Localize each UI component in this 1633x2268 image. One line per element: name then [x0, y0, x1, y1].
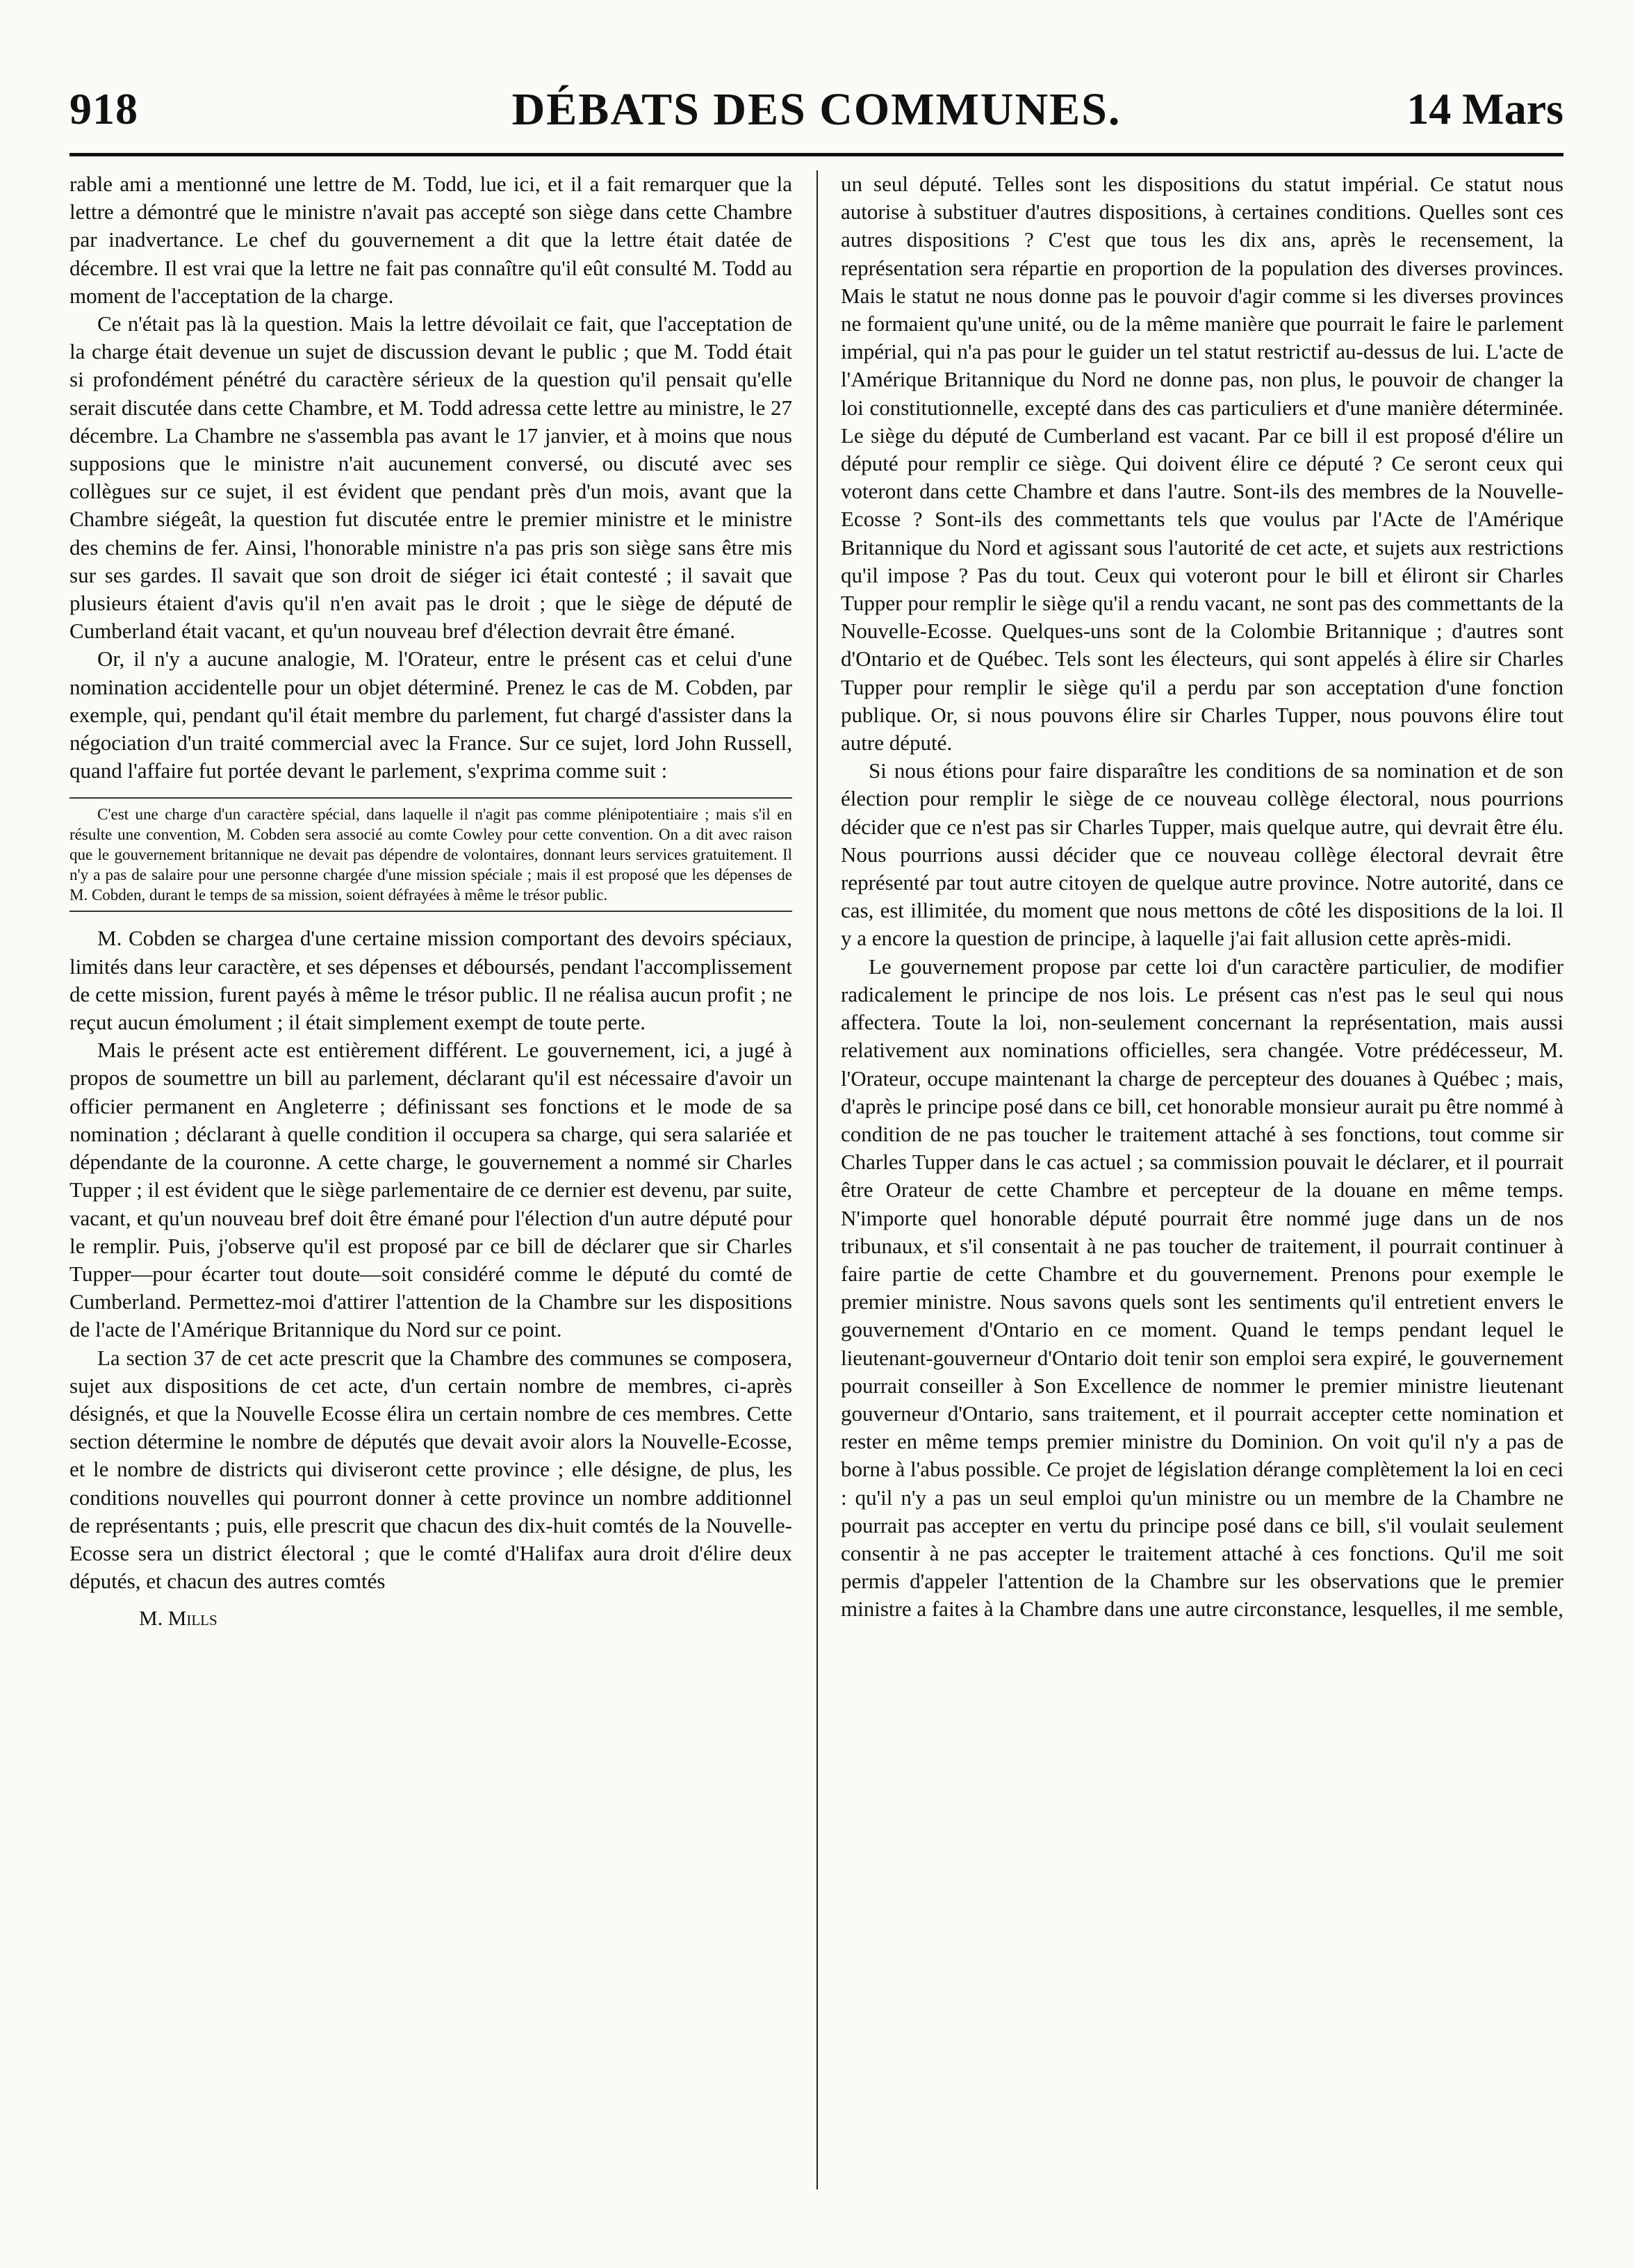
- page: [69, 76, 1564, 2231]
- block-quote: [69, 797, 792, 912]
- paragraph: Ce n'était pas là la question. Mais la lettre dévoilait ce fait, que l'acceptation de la charge était devenue un sujet de discussion devant le public ; que M. Todd était si profondément pénétré du caractère sérieux de la question qu'il pensait qu'elle serait discutée dans cette Chambre, et M. Todd adressa cette lettre au ministre, le 27 décembre. La Chambre ne s'assembla pas avant le 17 janvier, et à moins que nous supposions que le ministre n'ait aucunement conversé, ou discuté avec ses collègues sur ce sujet, il est évident que pendant près d'un mois, avant que la Chambre siégeât, la question fut discutée entre le premier ministre et le ministre des chemins de fer. Ainsi, l'honorable ministre n'a pas pris son siège sans être mis sur ses gardes. Il savait que son droit de siéger ici était contesté ; il savait que plusieurs étaient d'avis qu'il n'en avait pas le droit ; que le siège de député de Cumberland était vacant, et qu'un nouveau bref d'élection devrait être émané.: [69, 311, 792, 644]
- header-date: 14 Mars: [1406, 84, 1564, 133]
- paragraph: un seul député. Telles sont les dispositions du statut impérial. Ce statut nous autorise à substituer d'autres dispositions, à certaines conditions. Quelles sont ces autres dispositions ? C'est que tous les dix ans, après le recensement, la représentation sera répartie en proportion de la population des diverses provinces. Mais le statut ne nous donne pas le pouvoir d'agir comme si les diverses provinces ne formaient qu'une unité, ou de la même manière que pourrait le faire le parlement impérial, qui n'a pas pour le guider un tel statut restrictif au-dessus de lui. L'acte de l'Amérique Britannique du Nord ne donne pas, non plus, le pouvoir de changer la loi constitutionnelle, excepté dans des cas particuliers et d'une manière déterminée. Le siège du député de Cumberland est vacant. Par ce bill il est proposé d'élire un député pour remplir ce siège. Qui doivent élire ce député ? Ce seront ceux qui voteront dans cette Chambre et dans l'autre. Sont-ils des membres de la Nouvelle-Ecosse ? Sont-ils des commettants tels que voulus par l'Acte de l'Amérique Britannique du Nord et agissant sous l'autorité de cet acte, et sujets aux restrictions qu'il impose ? Pas du tout. Ceux qui voteront pour le bill et éliront sir Charles Tupper pour remplir le siège qu'il a rendu vacant, ne sont pas des commettants de la Nouvelle-Ecosse. Quelques-uns sont de la Colombie Britannique ; d'autres sont d'Ontario et de Québec. Tels sont les électeurs, qui sont appelés à élire sir Charles Tupper pour remplir le siège qu'il a perdu par son acceptation d'une fonction publique. Or, si nous pouvons élire sir Charles Tupper, nous pouvons élire tout autre député.: [841, 172, 1564, 756]
- paragraph: Mais le présent acte est entièrement différent. Le gouvernement, ici, a jugé à propos de soumettre un bill au parlement, déclarant qu'il est nécessaire d'avoir un officier permanent en Angleterre ; définissant ses fonctions et le mode de sa nomination ; déclarant à quelle condition il occupera sa charge, qui sera salariée et dépendante de la couronne. A cette charge, le gouvernement a nommé sir Charles Tupper ; il est évident que le siège parlementaire de ce dernier est devenu, par suite, vacant, et qu'un nouveau bref doit être émané pour l'élection d'un autre député pour le remplir. Puis, j'observe qu'il est proposé par ce bill de déclarer que sir Charles Tupper—pour écarter tout doute—soit considéré comme le député du comté de Cumberland. Permettez-moi d'attirer l'attention de la Chambre sur les dispositions de l'acte de l'Amérique Britannique du Nord sur ce point.: [69, 1038, 792, 1342]
- left-column: [69, 170, 792, 2221]
- paragraph: Or, il n'y a aucune analogie, M. l'Orateur, entre le présent cas et celui d'une nomination accidentelle pour un objet déterminé. Prenez le cas de M. Cobden, par exemple, qui, pendant qu'il était membre du parlement, fut chargé d'assister dans la négociation d'un traité commercial avec la France. Sur ce sujet, lord John Russell, quand l'affaire fut portée devant le parlement, s'exprima comme suit :: [69, 646, 792, 783]
- quote-text: C'est une charge d'un caractère spécial, dans laquelle il n'agit pas comme plénipotentiaire ; mais s'il en résulte une convention, M. Cobden sera associé au comte Cowley pour cette convention. On a dit avec raison que le gouvernement britannique ne devait pas dépendre de volontaires, donnant leurs services gratuitement. Il n'y a pas de salaire pour une personne chargée d'une mission spéciale ; mais il est proposé que les dépenses de M. Cobden, durant le temps de sa mission, soient défrayées à même le trésor public.: [69, 806, 792, 904]
- text-columns: [69, 170, 1564, 2221]
- page-number: 918: [69, 84, 138, 133]
- paragraph: La section 37 de cet acte prescrit que la Chambre des communes se composera, sujet aux dispositions de cet acte, d'un certain nombre de membres, ci-après désignés, et que la Nouvelle Ecosse élira un certain nombre de ces membres. Cette section détermine le nombre de députés que devait avoir alors la Nouvelle-Ecosse, et le nombre de districts qui diviseront cette province ; elle désigne, de plus, les conditions nouvelles qui pourront donner à cette province un nombre additionnel de représentants ; puis, elle prescrit que chacun des dix-huit comtés de la Nouvelle-Ecosse sera un district électoral ; que le comté d'Halifax aura droit d'élire deux députés, et chacun des autres comtés: [69, 1345, 792, 1594]
- running-title: DÉBATS DES COMMUNES.: [511, 84, 1122, 135]
- paragraph: rable ami a mentionné une lettre de M. Todd, lue ici, et il a fait remarquer que la lettre a démontré que le ministre n'avait pas accepté son siège dans cette Chambre par inadvertance. Le chef du gouvernement a dit que la lettre était datée de décembre. Il est vrai que la lettre ne fait pas connaître qu'il eût consulté M. Todd au moment de l'acceptation de la charge.: [69, 172, 792, 308]
- right-column: [841, 170, 1564, 2221]
- column-divider: [816, 170, 818, 2189]
- speaker-signature: M. Mills: [139, 1607, 218, 1631]
- paragraph: Le gouvernement propose par cette loi d'un caractère particulier, de modifier radicalement le principe de nos lois. Le présent cas n'est pas le seul qui nous affectera. Toute la loi, non-seulement concernant la représentation, mais aussi relativement aux nominations officielles, sera changée. Votre prédécesseur, M. l'Orateur, occupe maintenant la charge de percepteur des douanes à Québec ; mais, d'après le principe posé dans ce bill, cet honorable monsieur aurait pu être nommé à condition de ne pas toucher le traitement attaché à ses fonctions, tout comme sir Charles Tupper dans le cas actuel ; sa commission pouvait le déclarer, et il pourrait être Orateur de cette Chambre et percepteur de la douane en même temps. N'importe quel honorable député pourrait être nommé juge dans un de nos tribunaux, et s'il consentait à ne pas toucher de traitement, il pourrait continuer à faire partie de cette Chambre et du gouvernement. Prenons pour exemple le premier ministre. Nous savons quels sont les sentiments qu'il entretient envers le gouvernement d'Ontario en ce moment. Quand le temps pendant lequel le lieutenant-gouverneur d'Ontario doit tenir son emploi sera expiré, le gouvernement pourrait conseiller à Son Excellence de nommer le premier ministre lieutenant gouverneur d'Ontario, sans traitement, et il pourrait accepter cette nomination et rester en même temps premier ministre du Dominion. On voit qu'il n'y a pas de borne à l'abus possible. Ce projet de législation dérange complètement la loi en ceci : qu'il n'y a pas un seul emploi qu'un ministre ou un membre de la Chambre ne pourrait pas accepter en vertu du principe posé dans ce bill, s'il voulait seulement consentir à ne pas accepter le traitement attaché à ces fonctions. Qu'il me soit permis d'appeler l'attention de la Chambre sur les observations que le premier ministre a faites à la Chambre dans une autre circonstance, lesquelles, il me semble,: [841, 954, 1564, 1622]
- paragraph: Si nous étions pour faire disparaître les conditions de sa nomination et de son élection pour remplir le siège de ce nouveau collège électoral, nous pourrions décider que ce n'est pas sir Charles Tupper, mais quelque autre, qui devrait être élu. Nous pourrions aussi décider que ce nouveau collège électoral devrait être représenté par tout autre citoyen de quelque autre province. Notre autorité, dans ce cas, est illimitée, du moment que nous mettons de côté les dispositions de la loi. Il y a encore la question de principe, à laquelle j'ai fait allusion cette après-midi.: [841, 758, 1564, 951]
- page-header: [69, 76, 1564, 156]
- paragraph: M. Cobden se chargea d'une certaine mission comportant des devoirs spéciaux, limités dans leur caractère, et ses dépenses et déboursés, pendant l'accomplissement de cette mission, furent payés à même le trésor public. Il ne réalisa aucun profit ; ne reçut aucun émolument ; il était simplement exempt de toute perte.: [69, 926, 792, 1035]
